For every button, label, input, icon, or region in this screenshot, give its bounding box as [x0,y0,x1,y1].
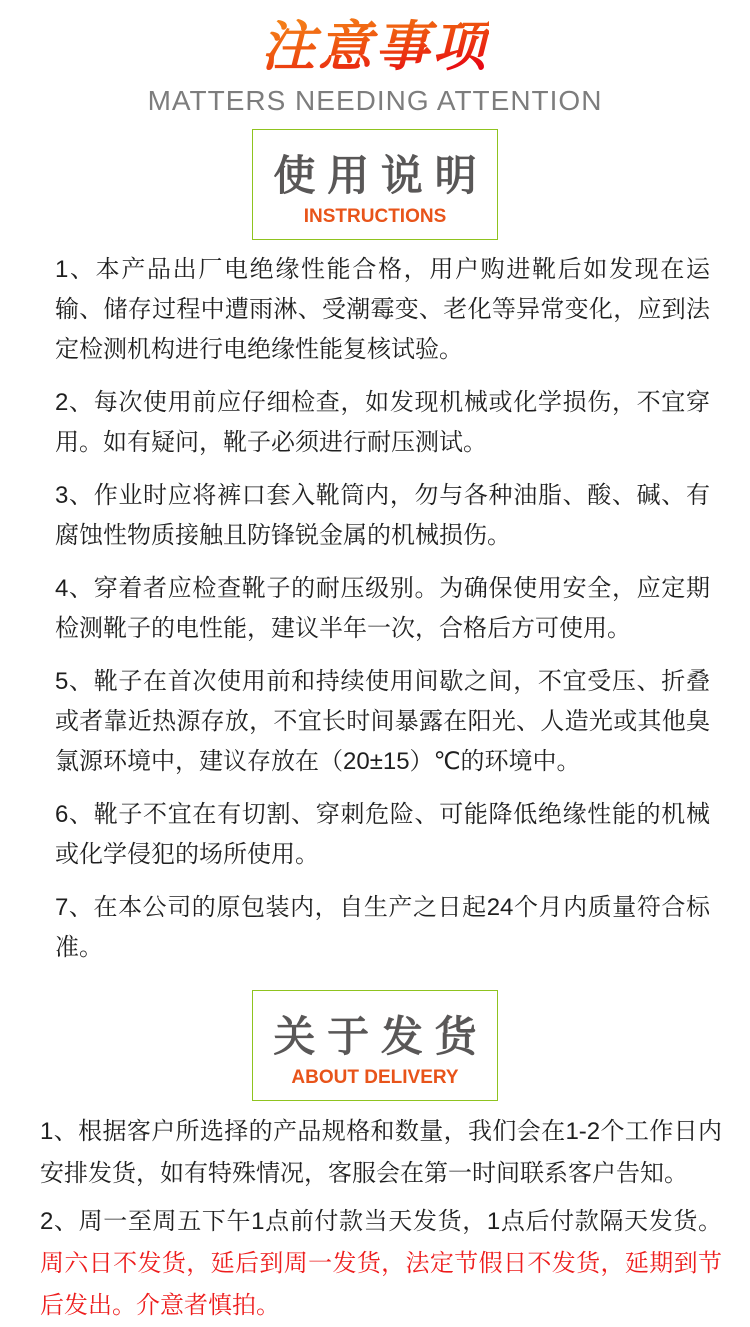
instruction-item-1: 1、本产品出厂电绝缘性能合格，用户购进靴后如发现在运输、储存过程中遭雨淋、受潮霉变、老化等异常变化，应到法定检测机构进行电绝缘性能复核试验。 [55,256,710,363]
delivery-item-1: 1、根据客户所选择的产品规格和数量，我们会在1-2个工作日内安排发货，如有特殊情况，客服会在第一时间联系客户告知。 [40,1118,722,1187]
instruction-item-6: 6、靴子不宜在有切割、穿刺危险、可能降低绝缘性能的机械或化学侵犯的场所使用。 [55,801,710,868]
page-title: 注意事项 [261,4,489,81]
instructions-section-box [252,129,498,240]
instructions-heading: 使用说明 [273,152,489,199]
delivery-heading: 关于发货 [273,1013,489,1060]
delivery-list [0,1101,750,1327]
instructions-list [0,240,750,968]
instruction-item-3: 3、作业时应将裤口套入靴筒内，勿与各种油脂、酸、碱、有腐蚀性物质接触且防锋锐金属的机械损伤。 [55,482,710,549]
instruction-item-5: 5、靴子在首次使用前和持续使用间歇之间，不宜受压、折叠或者靠近热源存放，不宜长时间暴露在阳光、人造光或其他臭氯源环境中，建议存放在（20±15）℃的环境中。 [55,668,710,775]
delivery-section-box [252,990,498,1101]
instruction-item-2: 2、每次使用前应仔细检查，如发现机械或化学损伤，不宜穿用。如有疑问，靴子必须进行耐压测试。 [55,389,710,456]
instructions-subheading: INSTRUCTIONS [303,206,447,227]
page-header [0,0,750,117]
delivery-item-2 [40,1201,722,1327]
page-subtitle: MATTERS NEEDING ATTENTION [147,85,603,116]
delivery-subheading: ABOUT DELIVERY [291,1067,459,1088]
instruction-item-4: 4、穿着者应检查靴子的耐压级别。为确保使用安全，应定期检测靴子的电性能，建议半年一次，合格后方可使用。 [55,575,710,642]
delivery-item-2-normal-text: 2、周一至周五下午1点前付款当天发货，1点后付款隔天发货。 [40,1208,722,1235]
instruction-item-7: 7、在本公司的原包装内，自生产之日起24个月内质量符合标准。 [55,894,710,961]
delivery-item-2-warning-text: 周六日不发货，延后到周一发货，法定节假日不发货，延期到节后发出。介意者慎拍。 [40,1250,722,1319]
